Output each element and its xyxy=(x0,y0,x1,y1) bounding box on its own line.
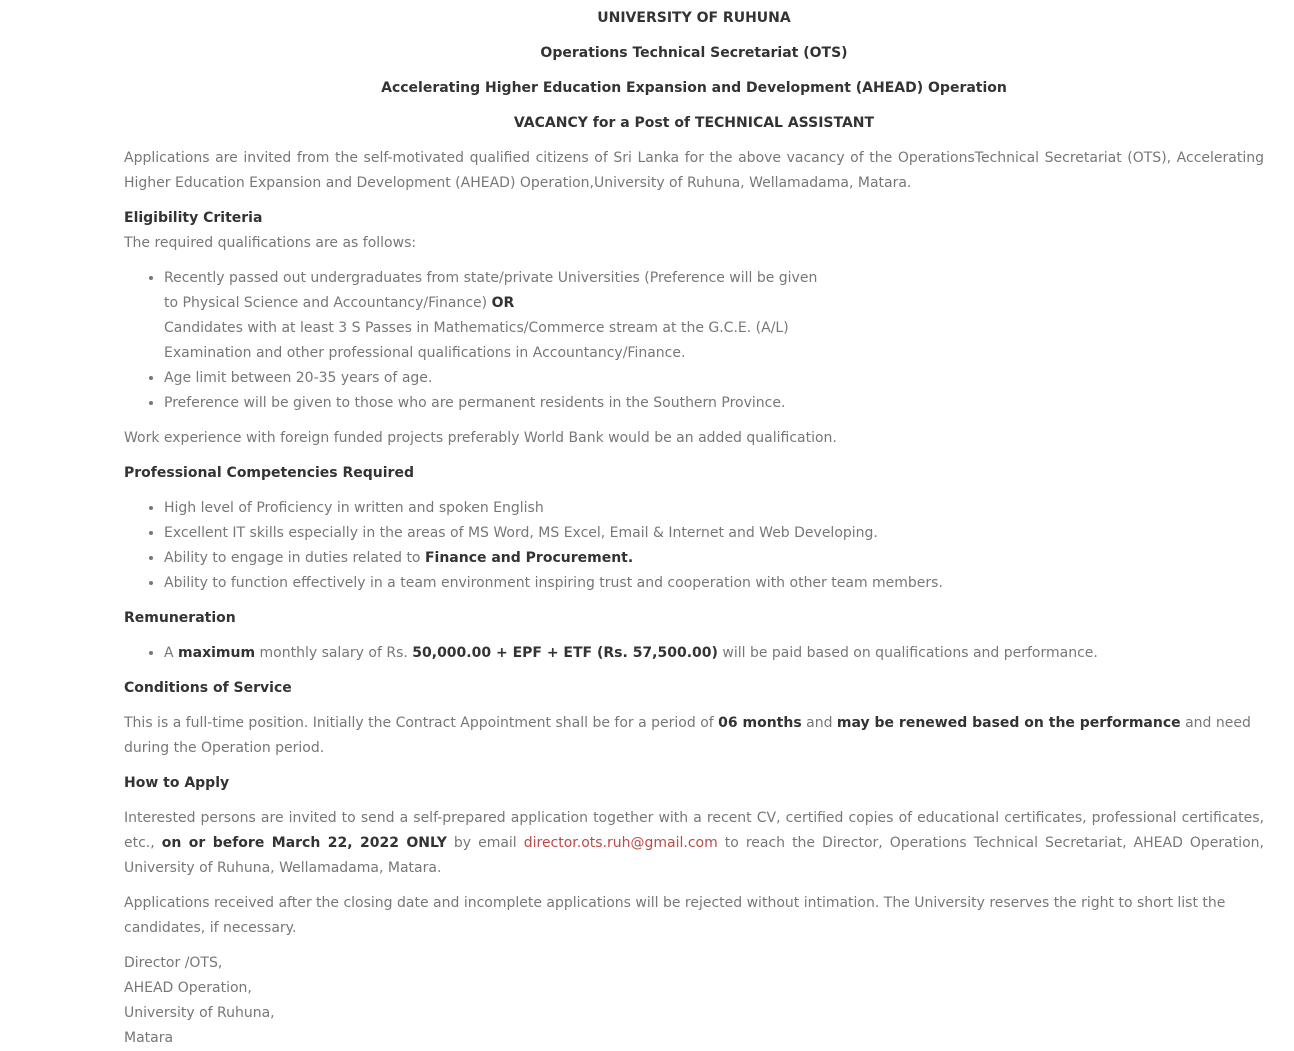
apply-part2: to reach the Director, Operations Technical Secretariat, AHEAD Operation, University of Ruhuna, Wellamadama, Matara. xyxy=(124,835,1264,876)
rejection-note: Applications received after the closing date and incomplete applications will be rejected without intimation. The University reserves the right to short list the candidates, if necessary. xyxy=(124,895,1226,936)
remuneration-amount: 50,000.00 + EPF + ETF (Rs. 57,500.00) xyxy=(412,645,718,661)
apply-deadline: on or before March 22, 2022 ONLY xyxy=(161,835,447,851)
eligibility-item1-part2: Candidates with at least 3 S Passes in Mathematics/Commerce stream at the G.C.E. (A/L) Examination and other professional qualifications in Accountancy/Finance. xyxy=(164,320,789,361)
competencies-list xyxy=(124,496,1264,596)
list-item: • High level of Proficiency in written and spoken English xyxy=(164,496,1264,521)
apply-paragraph xyxy=(124,806,1264,881)
email-link[interactable]: director.ots.ruh@gmail.com xyxy=(523,835,718,851)
eligibility-or: OR xyxy=(491,295,515,311)
remuneration-list xyxy=(124,641,1264,666)
vacancy-notice xyxy=(124,6,1264,1051)
work-experience-note: Work experience with foreign funded projects preferably World Bank would be an added qualification. xyxy=(124,430,837,446)
list-item: • Ability to function effectively in a team environment inspiring trust and cooperation with other team members. xyxy=(164,571,1264,596)
conditions-part1: This is a full-time position. Initially the Contract Appointment shall be for a period of xyxy=(124,715,714,731)
apply-part1: Interested persons are invited to send a self-prepared application together with a recent CV, certified copies of educational certificates, professional certificates, etc., xyxy=(124,810,1264,851)
signature-line: AHEAD Operation, xyxy=(124,980,252,996)
conditions-and: and xyxy=(806,715,833,731)
conditions-heading: Conditions of Service xyxy=(124,680,292,696)
apply-heading: How to Apply xyxy=(124,775,230,791)
apply-by-email: by email xyxy=(453,835,517,851)
conditions-renewal: may be renewed based on the performance xyxy=(836,715,1181,731)
signature-line: Director /OTS, xyxy=(124,955,223,971)
list-item xyxy=(164,546,1264,571)
eligibility-item1-part1: Recently passed out undergraduates from state/private Universities (Preference will be given to Physical Science and Accountancy/Finance) xyxy=(164,270,818,311)
competency-item3-prefix: Ability to engage in duties related to xyxy=(164,550,421,566)
eligibility-list xyxy=(124,266,1264,416)
remuneration-mid: monthly salary of Rs. xyxy=(259,645,408,661)
list-item xyxy=(164,641,1264,666)
list-item: • Preference will be given to those who are permanent residents in the Southern Province. xyxy=(164,391,1264,416)
intro-paragraph: Applications are invited from the self-motivated qualified citizens of Sri Lanka for the above vacancy of the OperationsTechnical Secretariat (OTS), Accelerating Higher Education Expansion and Development (AHEAD) Operation,University of Ruhuna, Wellamadama, Matara. xyxy=(124,150,1264,191)
competency-item3-bold: Finance and Procurement. xyxy=(424,550,634,566)
eligibility-lead: The required qualifications are as follows: xyxy=(124,235,417,251)
signature-block xyxy=(124,951,1264,1051)
remuneration-heading: Remuneration xyxy=(124,610,236,626)
eligibility-heading: Eligibility Criteria xyxy=(124,210,263,226)
university-title: UNIVERSITY OF RUHUNA xyxy=(597,10,791,26)
remuneration-maximum: maximum xyxy=(178,645,256,661)
remuneration-tail: will be paid based on qualifications and performance. xyxy=(722,645,1098,661)
secretariat-title: Operations Technical Secretariat (OTS) xyxy=(540,45,848,61)
conditions-part2: and need during the Operation period. xyxy=(124,715,1251,756)
vacancy-title: VACANCY for a Post of TECHNICAL ASSISTANT xyxy=(513,115,875,131)
signature-line: University of Ruhuna, xyxy=(124,1005,275,1021)
conditions-period: 06 months xyxy=(718,715,802,731)
operation-title: Accelerating Higher Education Expansion and Development (AHEAD) Operation xyxy=(381,80,1007,96)
competencies-heading: Professional Competencies Required xyxy=(124,465,414,481)
list-item: • Age limit between 20-35 years of age. xyxy=(164,366,1264,391)
list-item: • Excellent IT skills especially in the areas of MS Word, MS Excel, Email & Internet and Web Developing. xyxy=(164,521,1264,546)
remuneration-a: A xyxy=(164,645,174,661)
signature-line: Matara xyxy=(124,1030,174,1046)
list-item xyxy=(164,266,834,366)
conditions-paragraph xyxy=(124,711,1264,761)
